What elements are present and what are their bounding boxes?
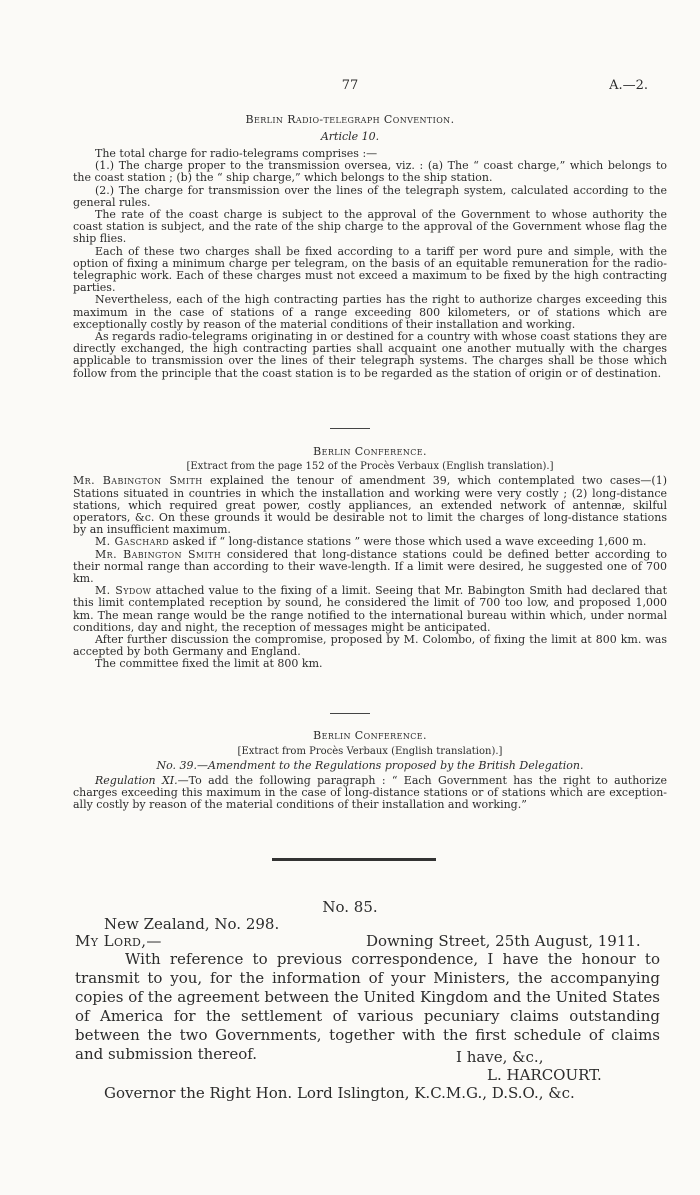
letter-salutation: My Lord,— xyxy=(75,932,162,950)
letter-reference: New Zealand, No. 298. xyxy=(104,915,280,933)
divider xyxy=(330,713,370,714)
paragraph xyxy=(73,475,667,536)
article-heading: Article 10. xyxy=(320,130,380,143)
conference-body-2 xyxy=(73,730,667,811)
section-title-conference: Berlin Conference. xyxy=(313,729,427,742)
speech-text: asked if “ long-distance stations ” were those which used a wave exceeding 1,600 m. xyxy=(169,535,647,549)
regulation-label: Regulation XI. xyxy=(95,773,178,787)
divider xyxy=(330,428,370,429)
paragraph: The committee fixed the limit at 800 km. xyxy=(95,657,323,671)
letter-place-date: Downing Street, 25th August, 1911. xyxy=(366,932,641,950)
letter-body xyxy=(75,950,660,1064)
speaker-name: M. Gaschard xyxy=(95,535,170,549)
speech-text: explained the tenour of amendment 39, which contemplated two cases—(1) Stations situated in countries in which the installation and working were very costly ; (2) long-distance stations, which required great power, costly appliances, an extended network of antennæ, skilful operators, &c. On these grounds it would be desirable not to limit the charges of long-distance stations by an insufficient maximum. xyxy=(73,474,667,537)
paragraph: After further discussion the compromise, proposed by M. Colombo, of fixing the limit at 800 km. was accepted by both Germany and England. xyxy=(73,633,667,659)
letter-signature: L. HARCOURT. xyxy=(487,1066,602,1084)
paragraph: The total charge for radio-telegrams comprises :— xyxy=(95,147,378,160)
convention-body xyxy=(73,148,667,380)
letter-number: No. 85. xyxy=(322,898,378,916)
extract-note: [Extract from Procès Verbaux (English translation).] xyxy=(237,746,503,758)
amendment-heading: No. 39.—Amendment to the Regulations proposed by the British Delegation. xyxy=(156,759,584,773)
paragraph: Each of these two charges shall be fixed according to a tariff per word pure and simple, with the option of fixing a minimum charge per telegram, on the basis of an equitable remuneration for the radio-telegraphic work. Each of these charges must not exceed a maximum to be fixed by the high contracting parties. xyxy=(73,244,667,295)
conference-body-1 xyxy=(73,446,667,671)
section-title-conference: Berlin Conference. xyxy=(313,445,427,458)
speaker-name: M. Sydow xyxy=(95,584,152,598)
page-reference: A.—2. xyxy=(609,78,648,93)
letter-addressee: Governor the Right Hon. Lord Islington, K.C.M.G., D.S.O., &c. xyxy=(104,1084,575,1102)
speaker-name: Mr. Babington Smith xyxy=(95,547,222,561)
paragraph xyxy=(73,585,667,634)
section-title-convention: Berlin Radio-telegraph Convention. xyxy=(245,113,455,126)
regulation-text: —To add the following paragraph : “ Each Government has the right to authorize charges exceeding this maximum in the case of long-distance stations or of stations which are exception-ally costly by reason of the material conditions of their installation and working.” xyxy=(73,773,667,812)
letter-closing: I have, &c., xyxy=(456,1048,544,1066)
paragraph: Nevertheless, each of the high contracting parties has the right to authorize charges exceeding this maximum in the case of stations of a range exceeding 800 kilometers, or of stations which are exceptionally costly by reason of the material conditions of their installation and working. xyxy=(73,293,667,331)
speech-text: attached value to the fixing of a limit. Seeing that Mr. Babington Smith had declared that this limit contemplated reception by sound, he considered the limit of 700 too low, and proposed 1,000 km. The mean range would be the range notified to the international bureau within which, under normal conditions, day and night, the reception of messages might be anticipated. xyxy=(73,584,668,634)
letter-paragraph: With reference to previous correspondence, I have the honour to transmit to you, for the information of your Ministers, the accompanying copies of the agreement between the United Kingdom and the United States of America for the settlement of various pecuniary claims outstanding between the two Governments, together with the first schedule of claims and submission thereof. xyxy=(75,950,660,1063)
paragraph: The rate of the coast charge is subject to the approval of the Government to whose authority the coast station is subject, and the rate of the ship charge to the approval of the Government whose flag the ship flies. xyxy=(73,208,667,246)
speaker-name: Mr. Babington Smith xyxy=(73,474,203,488)
extract-note: [Extract from the page 152 of the Procès Verbaux (English translation).] xyxy=(186,461,554,473)
paragraph xyxy=(73,549,667,586)
section-separator xyxy=(272,858,436,861)
paragraph: As regards radio-telegrams originating in or destined for a country with whose coast stations they are directly exchanged, the high contracting parties shall acquaint one another mutually with the charges applicable to transmission over the lines of their telegraph systems. The charges shall be those which follow from the principle that the coast station is to be regarded as the station of origin or of destination. xyxy=(73,330,667,380)
paragraph: (2.) The charge for transmission over the lines of the telegraph system, calculated according to the general rules. xyxy=(73,183,667,209)
paragraph: (1.) The charge proper to the transmission oversea, viz. : (a) The “ coast charge,” which belongs to the coast station ; (b) the “ ship charge,” which belongs to the ship station. xyxy=(73,159,667,185)
paragraph xyxy=(73,775,667,812)
page-number: 77 xyxy=(341,78,359,93)
speech-text: considered that long-distance stations could be defined better according to their normal range than according to their wave-length. If a limit were desired, he suggested one of 700 km. xyxy=(73,547,668,586)
